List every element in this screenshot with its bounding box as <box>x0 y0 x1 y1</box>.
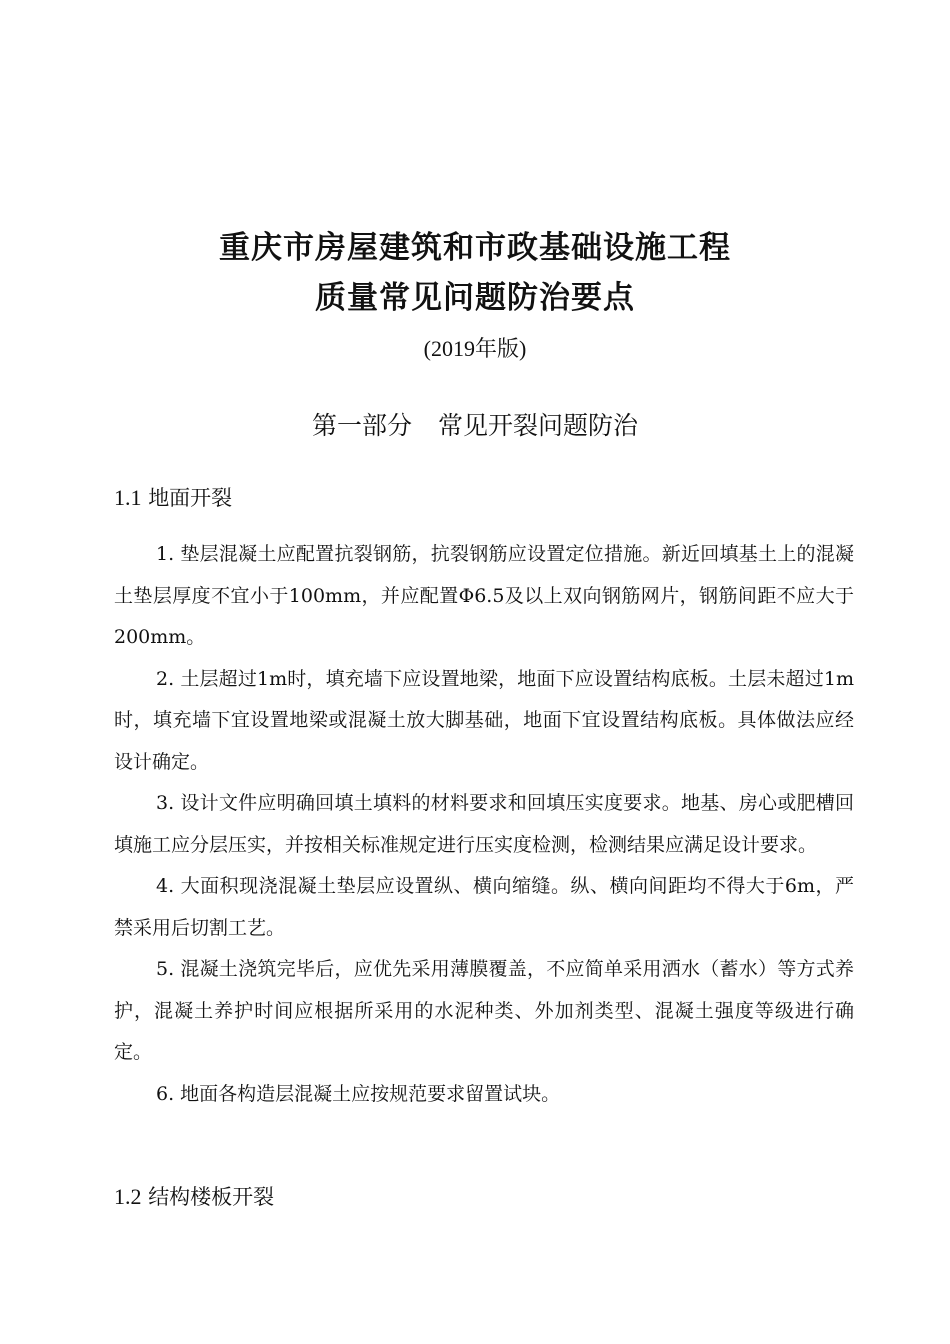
part-label: 第一部分 <box>311 411 412 440</box>
section-heading-1-1 <box>114 482 232 514</box>
edition-label: (2019年版) <box>423 336 527 361</box>
part-heading <box>0 408 950 444</box>
section-number: 1.2 <box>114 1184 142 1209</box>
paragraph-2: 2. 土层超过1m时，填充墙下应设置地梁，地面下应设置结构底板。土层未超过1m时，填充墙下宜设置地梁或混凝土放大脚基础，地面下宜设置结构底板。具体做法应经设计确定。 <box>114 667 854 773</box>
section-title: 地面开裂 <box>148 486 233 510</box>
paragraph-6: 6. 地面各构造层混凝土应按规范要求留置试块。 <box>156 1082 561 1105</box>
paragraph-1: 1. 垫层混凝土应配置抗裂钢筋，抗裂钢筋应设置定位措施。新近回填基土上的混凝土垫层厚度不宜小于100mm，并应配置Φ6.5及以上双向钢筋网片，钢筋间距不应大于200mm。 <box>114 543 854 648</box>
section-heading-1-2 <box>114 1181 274 1213</box>
paragraph-5: 5. 混凝土浇筑完毕后，应优先采用薄膜覆盖，不应简单采用洒水（蓄水）等方式养护，混凝土养护时间应根据所采用的水泥种类、外加剂类型、混凝土强度等级进行确定。 <box>114 958 854 1063</box>
section-1-1-body <box>114 534 854 1115</box>
part-title: 常见开裂问题防治 <box>438 411 639 440</box>
section-number: 1.1 <box>114 485 142 510</box>
document-title-line-1: 重庆市房屋建筑和市政基础设施工程 <box>219 230 731 266</box>
document-title-line-2: 质量常见问题防治要点 <box>315 280 635 316</box>
paragraph-3: 3. 设计文件应明确回填土填料的材料要求和回填压实度要求。地基、房心或肥槽回填施工应分层压实，并按相关标准规定进行压实度检测，检测结果应满足设计要求。 <box>114 792 854 856</box>
paragraph-4: 4. 大面积现浇混凝土垫层应设置纵、横向缩缝。纵、横向间距均不得大于6m，严禁采用后切割工艺。 <box>114 875 854 939</box>
section-title: 结构楼板开裂 <box>148 1185 275 1209</box>
